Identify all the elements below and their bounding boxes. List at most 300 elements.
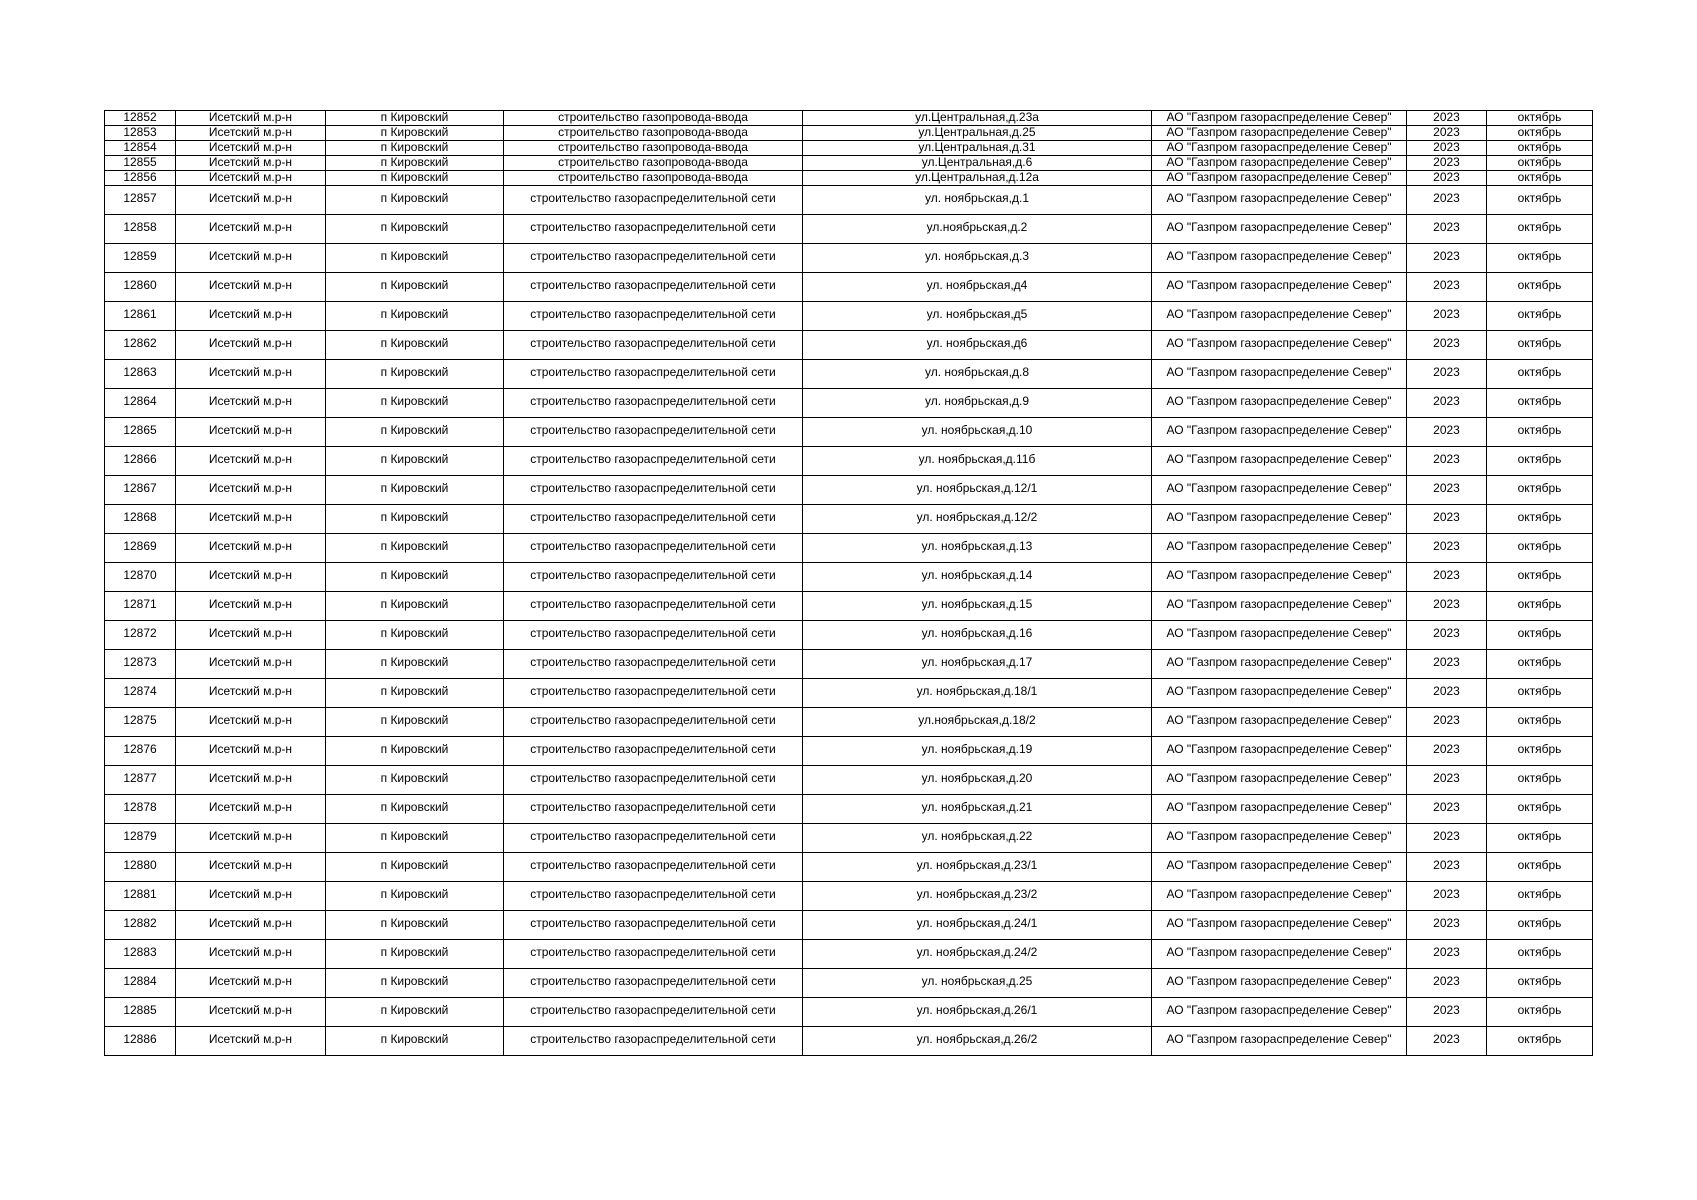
month-cell: октябрь	[1487, 215, 1593, 244]
organization-cell: АО "Газпром газораспределение Север"	[1152, 476, 1407, 505]
address-cell: ул. ноябрьская,д.23/2	[803, 882, 1152, 911]
address-cell: ул. ноябрьская,д.16	[803, 621, 1152, 650]
organization-cell: АО "Газпром газораспределение Север"	[1152, 650, 1407, 679]
month-cell: октябрь	[1487, 186, 1593, 215]
settlement-cell: п Кировский	[326, 621, 504, 650]
district-cell: Исетский м.р-н	[176, 186, 326, 215]
organization-cell: АО "Газпром газораспределение Север"	[1152, 563, 1407, 592]
address-cell: ул. ноябрьская,д.14	[803, 563, 1152, 592]
settlement-cell: п Кировский	[326, 171, 504, 186]
year-cell: 2023	[1407, 156, 1487, 171]
table-row	[105, 360, 1593, 389]
settlement-cell: п Кировский	[326, 505, 504, 534]
district-cell: Исетский м.р-н	[176, 273, 326, 302]
table-row	[105, 215, 1593, 244]
year-cell: 2023	[1407, 302, 1487, 331]
work-type-cell: строительство газораспределительной сети	[504, 331, 803, 360]
settlement-cell: п Кировский	[326, 476, 504, 505]
settlement-cell: п Кировский	[326, 679, 504, 708]
row-number-cell: 12861	[105, 302, 176, 331]
month-cell: октябрь	[1487, 592, 1593, 621]
month-cell: октябрь	[1487, 111, 1593, 126]
month-cell: октябрь	[1487, 389, 1593, 418]
row-number-cell: 12878	[105, 795, 176, 824]
table-row	[105, 621, 1593, 650]
settlement-cell: п Кировский	[326, 882, 504, 911]
address-cell: ул. ноябрьская,д.12/1	[803, 476, 1152, 505]
row-number-cell: 12852	[105, 111, 176, 126]
year-cell: 2023	[1407, 563, 1487, 592]
month-cell: октябрь	[1487, 171, 1593, 186]
address-cell: ул. ноябрьская,д5	[803, 302, 1152, 331]
organization-cell: АО "Газпром газораспределение Север"	[1152, 824, 1407, 853]
district-cell: Исетский м.р-н	[176, 215, 326, 244]
month-cell: октябрь	[1487, 853, 1593, 882]
month-cell: октябрь	[1487, 969, 1593, 998]
settlement-cell: п Кировский	[326, 650, 504, 679]
table-row	[105, 940, 1593, 969]
table-row	[105, 853, 1593, 882]
work-type-cell: строительство газораспределительной сети	[504, 505, 803, 534]
organization-cell: АО "Газпром газораспределение Север"	[1152, 766, 1407, 795]
address-cell: ул. ноябрьская,д.26/1	[803, 998, 1152, 1027]
month-cell: октябрь	[1487, 795, 1593, 824]
month-cell: октябрь	[1487, 476, 1593, 505]
row-number-cell: 12885	[105, 998, 176, 1027]
address-cell: ул. ноябрьская,д.9	[803, 389, 1152, 418]
year-cell: 2023	[1407, 186, 1487, 215]
work-type-cell: строительство газораспределительной сети	[504, 534, 803, 563]
year-cell: 2023	[1407, 882, 1487, 911]
work-type-cell: строительство газораспределительной сети	[504, 621, 803, 650]
year-cell: 2023	[1407, 1027, 1487, 1056]
year-cell: 2023	[1407, 998, 1487, 1027]
month-cell: октябрь	[1487, 360, 1593, 389]
row-number-cell: 12879	[105, 824, 176, 853]
year-cell: 2023	[1407, 171, 1487, 186]
address-cell: ул. ноябрьская,д.11б	[803, 447, 1152, 476]
row-number-cell: 12880	[105, 853, 176, 882]
year-cell: 2023	[1407, 126, 1487, 141]
table-row	[105, 171, 1593, 186]
month-cell: октябрь	[1487, 331, 1593, 360]
month-cell: октябрь	[1487, 940, 1593, 969]
year-cell: 2023	[1407, 621, 1487, 650]
address-cell: ул. ноябрьская,д4	[803, 273, 1152, 302]
district-cell: Исетский м.р-н	[176, 111, 326, 126]
work-type-cell: строительство газораспределительной сети	[504, 795, 803, 824]
work-type-cell: строительство газораспределительной сети	[504, 940, 803, 969]
month-cell: октябрь	[1487, 563, 1593, 592]
row-number-cell: 12856	[105, 171, 176, 186]
organization-cell: АО "Газпром газораспределение Север"	[1152, 244, 1407, 273]
address-cell: ул.Центральная,д.6	[803, 156, 1152, 171]
month-cell: октябрь	[1487, 534, 1593, 563]
row-number-cell: 12853	[105, 126, 176, 141]
work-type-cell: строительство газопровода-ввода	[504, 171, 803, 186]
settlement-cell: п Кировский	[326, 708, 504, 737]
year-cell: 2023	[1407, 111, 1487, 126]
address-cell: ул. ноябрьская,д.25	[803, 969, 1152, 998]
organization-cell: АО "Газпром газораспределение Север"	[1152, 969, 1407, 998]
table-row	[105, 418, 1593, 447]
row-number-cell: 12862	[105, 331, 176, 360]
settlement-cell: п Кировский	[326, 969, 504, 998]
settlement-cell: п Кировский	[326, 244, 504, 273]
settlement-cell: п Кировский	[326, 447, 504, 476]
organization-cell: АО "Газпром газораспределение Север"	[1152, 882, 1407, 911]
month-cell: октябрь	[1487, 505, 1593, 534]
organization-cell: АО "Газпром газораспределение Север"	[1152, 389, 1407, 418]
month-cell: октябрь	[1487, 882, 1593, 911]
district-cell: Исетский м.р-н	[176, 969, 326, 998]
address-cell: ул. ноябрьская,д.12/2	[803, 505, 1152, 534]
row-number-cell: 12865	[105, 418, 176, 447]
table-row	[105, 795, 1593, 824]
row-number-cell: 12871	[105, 592, 176, 621]
work-type-cell: строительство газораспределительной сети	[504, 447, 803, 476]
row-number-cell: 12867	[105, 476, 176, 505]
year-cell: 2023	[1407, 360, 1487, 389]
month-cell: октябрь	[1487, 766, 1593, 795]
year-cell: 2023	[1407, 592, 1487, 621]
row-number-cell: 12854	[105, 141, 176, 156]
work-type-cell: строительство газораспределительной сети	[504, 650, 803, 679]
work-type-cell: строительство газораспределительной сети	[504, 273, 803, 302]
table-row	[105, 273, 1593, 302]
district-cell: Исетский м.р-н	[176, 534, 326, 563]
organization-cell: АО "Газпром газораспределение Север"	[1152, 141, 1407, 156]
address-cell: ул. ноябрьская,д.1	[803, 186, 1152, 215]
district-cell: Исетский м.р-н	[176, 360, 326, 389]
table-row	[105, 186, 1593, 215]
row-number-cell: 12875	[105, 708, 176, 737]
work-type-cell: строительство газораспределительной сети	[504, 1027, 803, 1056]
settlement-cell: п Кировский	[326, 824, 504, 853]
work-type-cell: строительство газораспределительной сети	[504, 418, 803, 447]
district-cell: Исетский м.р-н	[176, 940, 326, 969]
settlement-cell: п Кировский	[326, 418, 504, 447]
year-cell: 2023	[1407, 940, 1487, 969]
address-cell: ул.Центральная,д.23а	[803, 111, 1152, 126]
settlement-cell: п Кировский	[326, 534, 504, 563]
organization-cell: АО "Газпром газораспределение Север"	[1152, 156, 1407, 171]
organization-cell: АО "Газпром газораспределение Север"	[1152, 621, 1407, 650]
row-number-cell: 12881	[105, 882, 176, 911]
district-cell: Исетский м.р-н	[176, 998, 326, 1027]
table-row	[105, 244, 1593, 273]
month-cell: октябрь	[1487, 911, 1593, 940]
settlement-cell: п Кировский	[326, 126, 504, 141]
work-type-cell: строительство газораспределительной сети	[504, 389, 803, 418]
organization-cell: АО "Газпром газораспределение Север"	[1152, 171, 1407, 186]
address-cell: ул. ноябрьская,д.26/2	[803, 1027, 1152, 1056]
settlement-cell: п Кировский	[326, 273, 504, 302]
year-cell: 2023	[1407, 824, 1487, 853]
row-number-cell: 12864	[105, 389, 176, 418]
settlement-cell: п Кировский	[326, 156, 504, 171]
row-number-cell: 12858	[105, 215, 176, 244]
table-row	[105, 708, 1593, 737]
settlement-cell: п Кировский	[326, 563, 504, 592]
district-cell: Исетский м.р-н	[176, 621, 326, 650]
row-number-cell: 12860	[105, 273, 176, 302]
row-number-cell: 12863	[105, 360, 176, 389]
settlement-cell: п Кировский	[326, 360, 504, 389]
address-cell: ул. ноябрьская,д.10	[803, 418, 1152, 447]
row-number-cell: 12884	[105, 969, 176, 998]
row-number-cell: 12873	[105, 650, 176, 679]
year-cell: 2023	[1407, 215, 1487, 244]
row-number-cell: 12886	[105, 1027, 176, 1056]
address-cell: ул.Центральная,д.31	[803, 141, 1152, 156]
year-cell: 2023	[1407, 534, 1487, 563]
year-cell: 2023	[1407, 141, 1487, 156]
organization-cell: АО "Газпром газораспределение Север"	[1152, 111, 1407, 126]
table-row	[105, 156, 1593, 171]
year-cell: 2023	[1407, 679, 1487, 708]
organization-cell: АО "Газпром газораспределение Север"	[1152, 534, 1407, 563]
row-number-cell: 12876	[105, 737, 176, 766]
organization-cell: АО "Газпром газораспределение Север"	[1152, 853, 1407, 882]
district-cell: Исетский м.р-н	[176, 171, 326, 186]
organization-cell: АО "Газпром газораспределение Север"	[1152, 795, 1407, 824]
table-row	[105, 505, 1593, 534]
year-cell: 2023	[1407, 708, 1487, 737]
district-cell: Исетский м.р-н	[176, 126, 326, 141]
address-cell: ул. ноябрьская,д.21	[803, 795, 1152, 824]
settlement-cell: п Кировский	[326, 592, 504, 621]
district-cell: Исетский м.р-н	[176, 737, 326, 766]
year-cell: 2023	[1407, 476, 1487, 505]
table-row	[105, 389, 1593, 418]
district-cell: Исетский м.р-н	[176, 708, 326, 737]
table-row	[105, 969, 1593, 998]
address-cell: ул.ноябрьская,д.2	[803, 215, 1152, 244]
table-row	[105, 998, 1593, 1027]
address-cell: ул. ноябрьская,д.20	[803, 766, 1152, 795]
district-cell: Исетский м.р-н	[176, 766, 326, 795]
settlement-cell: п Кировский	[326, 795, 504, 824]
month-cell: октябрь	[1487, 621, 1593, 650]
work-type-cell: строительство газораспределительной сети	[504, 969, 803, 998]
table-row	[105, 766, 1593, 795]
work-type-cell: строительство газораспределительной сети	[504, 853, 803, 882]
row-number-cell: 12872	[105, 621, 176, 650]
organization-cell: АО "Газпром газораспределение Север"	[1152, 186, 1407, 215]
address-cell: ул. ноябрьская,д.15	[803, 592, 1152, 621]
settlement-cell: п Кировский	[326, 302, 504, 331]
district-cell: Исетский м.р-н	[176, 824, 326, 853]
month-cell: октябрь	[1487, 126, 1593, 141]
table-row	[105, 679, 1593, 708]
table-row	[105, 1027, 1593, 1056]
month-cell: октябрь	[1487, 737, 1593, 766]
district-cell: Исетский м.р-н	[176, 650, 326, 679]
row-number-cell: 12868	[105, 505, 176, 534]
organization-cell: АО "Газпром газораспределение Север"	[1152, 998, 1407, 1027]
address-cell: ул.Центральная,д.25	[803, 126, 1152, 141]
month-cell: октябрь	[1487, 273, 1593, 302]
table-body	[105, 111, 1593, 1056]
table-row	[105, 534, 1593, 563]
work-type-cell: строительство газораспределительной сети	[504, 708, 803, 737]
settlement-cell: п Кировский	[326, 911, 504, 940]
organization-cell: АО "Газпром газораспределение Север"	[1152, 418, 1407, 447]
row-number-cell: 12859	[105, 244, 176, 273]
work-type-cell: строительство газораспределительной сети	[504, 592, 803, 621]
row-number-cell: 12857	[105, 186, 176, 215]
settlement-cell: п Кировский	[326, 186, 504, 215]
year-cell: 2023	[1407, 853, 1487, 882]
organization-cell: АО "Газпром газораспределение Север"	[1152, 708, 1407, 737]
month-cell: октябрь	[1487, 1027, 1593, 1056]
table-row	[105, 650, 1593, 679]
district-cell: Исетский м.р-н	[176, 505, 326, 534]
work-type-cell: строительство газораспределительной сети	[504, 563, 803, 592]
work-type-cell: строительство газораспределительной сети	[504, 679, 803, 708]
settlement-cell: п Кировский	[326, 766, 504, 795]
address-cell: ул.Центральная,д.12а	[803, 171, 1152, 186]
district-cell: Исетский м.р-н	[176, 389, 326, 418]
work-type-cell: строительство газораспределительной сети	[504, 244, 803, 273]
district-cell: Исетский м.р-н	[176, 882, 326, 911]
work-type-cell: строительство газораспределительной сети	[504, 737, 803, 766]
work-type-cell: строительство газопровода-ввода	[504, 111, 803, 126]
year-cell: 2023	[1407, 650, 1487, 679]
year-cell: 2023	[1407, 911, 1487, 940]
table-row	[105, 141, 1593, 156]
work-type-cell: строительство газораспределительной сети	[504, 302, 803, 331]
organization-cell: АО "Газпром газораспределение Север"	[1152, 679, 1407, 708]
year-cell: 2023	[1407, 795, 1487, 824]
table-row	[105, 302, 1593, 331]
district-cell: Исетский м.р-н	[176, 853, 326, 882]
district-cell: Исетский м.р-н	[176, 1027, 326, 1056]
address-cell: ул. ноябрьская,д.8	[803, 360, 1152, 389]
work-type-cell: строительство газопровода-ввода	[504, 156, 803, 171]
district-cell: Исетский м.р-н	[176, 563, 326, 592]
organization-cell: АО "Газпром газораспределение Север"	[1152, 302, 1407, 331]
year-cell: 2023	[1407, 273, 1487, 302]
work-type-cell: строительство газопровода-ввода	[504, 126, 803, 141]
year-cell: 2023	[1407, 418, 1487, 447]
month-cell: октябрь	[1487, 141, 1593, 156]
work-type-cell: строительство газораспределительной сети	[504, 476, 803, 505]
row-number-cell: 12855	[105, 156, 176, 171]
table-row	[105, 824, 1593, 853]
settlement-cell: п Кировский	[326, 1027, 504, 1056]
row-number-cell: 12874	[105, 679, 176, 708]
month-cell: октябрь	[1487, 679, 1593, 708]
settlement-cell: п Кировский	[326, 940, 504, 969]
address-cell: ул. ноябрьская,д.24/1	[803, 911, 1152, 940]
address-cell: ул. ноябрьская,д.13	[803, 534, 1152, 563]
settlement-cell: п Кировский	[326, 331, 504, 360]
district-cell: Исетский м.р-н	[176, 418, 326, 447]
month-cell: октябрь	[1487, 708, 1593, 737]
organization-cell: АО "Газпром газораспределение Север"	[1152, 331, 1407, 360]
district-cell: Исетский м.р-н	[176, 476, 326, 505]
address-cell: ул. ноябрьская,д.3	[803, 244, 1152, 273]
settlement-cell: п Кировский	[326, 998, 504, 1027]
work-type-cell: строительство газораспределительной сети	[504, 911, 803, 940]
month-cell: октябрь	[1487, 650, 1593, 679]
organization-cell: АО "Газпром газораспределение Север"	[1152, 940, 1407, 969]
table-row	[105, 126, 1593, 141]
year-cell: 2023	[1407, 389, 1487, 418]
address-cell: ул. ноябрьская,д6	[803, 331, 1152, 360]
district-cell: Исетский м.р-н	[176, 592, 326, 621]
table-row	[105, 447, 1593, 476]
settlement-cell: п Кировский	[326, 111, 504, 126]
year-cell: 2023	[1407, 505, 1487, 534]
month-cell: октябрь	[1487, 998, 1593, 1027]
month-cell: октябрь	[1487, 418, 1593, 447]
address-cell: ул.ноябрьская,д.18/2	[803, 708, 1152, 737]
settlement-cell: п Кировский	[326, 215, 504, 244]
work-type-cell: строительство газораспределительной сети	[504, 824, 803, 853]
organization-cell: АО "Газпром газораспределение Север"	[1152, 447, 1407, 476]
table-row	[105, 592, 1593, 621]
table-row	[105, 911, 1593, 940]
table-row	[105, 563, 1593, 592]
organization-cell: АО "Газпром газораспределение Север"	[1152, 360, 1407, 389]
settlement-cell: п Кировский	[326, 141, 504, 156]
row-number-cell: 12869	[105, 534, 176, 563]
year-cell: 2023	[1407, 969, 1487, 998]
work-type-cell: строительство газораспределительной сети	[504, 766, 803, 795]
table-row	[105, 331, 1593, 360]
row-number-cell: 12870	[105, 563, 176, 592]
district-cell: Исетский м.р-н	[176, 244, 326, 273]
month-cell: октябрь	[1487, 302, 1593, 331]
year-cell: 2023	[1407, 331, 1487, 360]
district-cell: Исетский м.р-н	[176, 156, 326, 171]
gasification-table	[104, 110, 1593, 1056]
district-cell: Исетский м.р-н	[176, 447, 326, 476]
work-type-cell: строительство газораспределительной сети	[504, 186, 803, 215]
organization-cell: АО "Газпром газораспределение Север"	[1152, 505, 1407, 534]
document-page	[104, 110, 1592, 1056]
organization-cell: АО "Газпром газораспределение Север"	[1152, 215, 1407, 244]
work-type-cell: строительство газопровода-ввода	[504, 141, 803, 156]
organization-cell: АО "Газпром газораспределение Север"	[1152, 911, 1407, 940]
row-number-cell: 12883	[105, 940, 176, 969]
district-cell: Исетский м.р-н	[176, 911, 326, 940]
district-cell: Исетский м.р-н	[176, 302, 326, 331]
table-row	[105, 476, 1593, 505]
settlement-cell: п Кировский	[326, 389, 504, 418]
settlement-cell: п Кировский	[326, 737, 504, 766]
work-type-cell: строительство газораспределительной сети	[504, 998, 803, 1027]
organization-cell: АО "Газпром газораспределение Север"	[1152, 273, 1407, 302]
district-cell: Исетский м.р-н	[176, 795, 326, 824]
organization-cell: АО "Газпром газораспределение Север"	[1152, 126, 1407, 141]
district-cell: Исетский м.р-н	[176, 141, 326, 156]
district-cell: Исетский м.р-н	[176, 679, 326, 708]
work-type-cell: строительство газораспределительной сети	[504, 215, 803, 244]
address-cell: ул. ноябрьская,д.17	[803, 650, 1152, 679]
work-type-cell: строительство газораспределительной сети	[504, 882, 803, 911]
month-cell: октябрь	[1487, 156, 1593, 171]
address-cell: ул. ноябрьская,д.23/1	[803, 853, 1152, 882]
address-cell: ул. ноябрьская,д.19	[803, 737, 1152, 766]
organization-cell: АО "Газпром газораспределение Север"	[1152, 592, 1407, 621]
address-cell: ул. ноябрьская,д.22	[803, 824, 1152, 853]
month-cell: октябрь	[1487, 447, 1593, 476]
address-cell: ул. ноябрьская,д.18/1	[803, 679, 1152, 708]
